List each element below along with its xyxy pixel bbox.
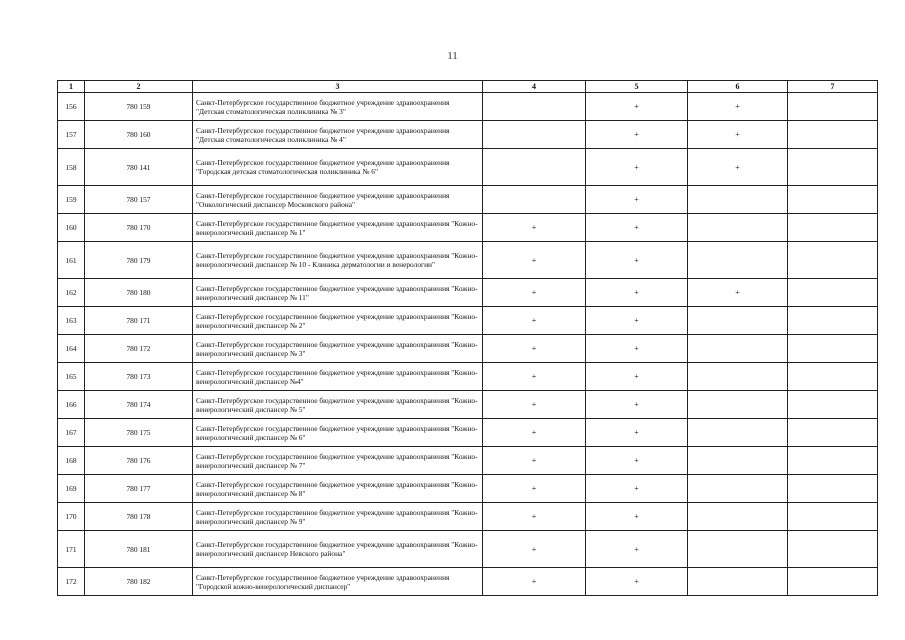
- column-5-mark-cell: +: [586, 214, 688, 242]
- organization-code-cell: 780 173: [85, 363, 193, 391]
- row-number-cell: 172: [58, 568, 85, 596]
- column-4-mark-cell: +: [483, 279, 586, 307]
- organization-code-cell: 780 157: [85, 186, 193, 214]
- column-5-mark-cell: +: [586, 307, 688, 335]
- table-row: [58, 391, 878, 419]
- row-number-cell: 167: [58, 419, 85, 447]
- column-6-mark-cell: +: [688, 121, 788, 149]
- organization-code-cell: 780 159: [85, 93, 193, 121]
- column-4-mark-cell: +: [483, 419, 586, 447]
- column-6-mark-cell: [688, 503, 788, 531]
- column-5-mark-cell: +: [586, 363, 688, 391]
- organization-code-cell: 780 176: [85, 447, 193, 475]
- column-6-mark-cell: [688, 391, 788, 419]
- row-number-cell: 162: [58, 279, 85, 307]
- organization-code-cell: 780 177: [85, 475, 193, 503]
- column-5-mark-cell: +: [586, 391, 688, 419]
- column-6-mark-cell: [688, 531, 788, 568]
- organization-code-cell: 780 170: [85, 214, 193, 242]
- organization-name-cell: Санкт-Петербургское государственное бюджетное учреждение здравоохранения "Детская стоматологическая поликлиника № 3": [193, 93, 483, 121]
- column-5-mark-cell: +: [586, 419, 688, 447]
- organization-name-cell: Санкт-Петербургское государственное бюджетное учреждение здравоохранения "Кожно-венерологический диспансер Невского района": [193, 531, 483, 568]
- organization-name-cell: Санкт-Петербургское государственное бюджетное учреждение здравоохранения "Кожно-венерологический диспансер № 3": [193, 335, 483, 363]
- organization-name-cell: Санкт-Петербургское государственное бюджетное учреждение здравоохранения "Кожно-венерологический диспансер № 9": [193, 503, 483, 531]
- column-4-mark-cell: +: [483, 447, 586, 475]
- column-6-mark-cell: [688, 186, 788, 214]
- column-header: 3: [193, 81, 483, 93]
- column-6-mark-cell: [688, 363, 788, 391]
- column-5-mark-cell: +: [586, 279, 688, 307]
- column-5-mark-cell: +: [586, 503, 688, 531]
- organization-name-cell: Санкт-Петербургское государственное бюджетное учреждение здравоохранения "Кожно-венерологический диспансер № 10 - Клиника дерматологии и венерологии": [193, 242, 483, 279]
- organization-name-cell: Санкт-Петербургское государственное бюджетное учреждение здравоохранения "Онкологический диспансер Московского района": [193, 186, 483, 214]
- table-row: [58, 363, 878, 391]
- organization-name-cell: Санкт-Петербургское государственное бюджетное учреждение здравоохранения "Кожно-венерологический диспансер № 8": [193, 475, 483, 503]
- table-row: [58, 93, 878, 121]
- column-4-mark-cell: [483, 149, 586, 186]
- column-6-mark-cell: [688, 307, 788, 335]
- column-4-mark-cell: +: [483, 568, 586, 596]
- row-number-cell: 163: [58, 307, 85, 335]
- organization-code-cell: 780 179: [85, 242, 193, 279]
- column-4-mark-cell: [483, 93, 586, 121]
- row-number-cell: 170: [58, 503, 85, 531]
- column-7-mark-cell: [788, 121, 878, 149]
- column-6-mark-cell: [688, 475, 788, 503]
- table-row: [58, 568, 878, 596]
- organization-name-cell: Санкт-Петербургское государственное бюджетное учреждение здравоохранения "Кожно-венерологический диспансер № 6": [193, 419, 483, 447]
- table-row: [58, 307, 878, 335]
- column-4-mark-cell: +: [483, 242, 586, 279]
- column-7-mark-cell: [788, 149, 878, 186]
- column-header: 7: [788, 81, 878, 93]
- row-number-cell: 165: [58, 363, 85, 391]
- column-4-mark-cell: [483, 121, 586, 149]
- column-6-mark-cell: [688, 214, 788, 242]
- table-row: [58, 214, 878, 242]
- organization-name-cell: Санкт-Петербургское государственное бюджетное учреждение здравоохранения "Кожно-венерологический диспансер №4": [193, 363, 483, 391]
- column-6-mark-cell: +: [688, 279, 788, 307]
- row-number-cell: 160: [58, 214, 85, 242]
- organization-name-cell: Санкт-Петербургское государственное бюджетное учреждение здравоохранения "Городская детская стоматологическая поликлиника № 6": [193, 149, 483, 186]
- table-row: [58, 447, 878, 475]
- row-number-cell: 166: [58, 391, 85, 419]
- column-header: 2: [85, 81, 193, 93]
- column-7-mark-cell: [788, 93, 878, 121]
- row-number-cell: 168: [58, 447, 85, 475]
- column-7-mark-cell: [788, 531, 878, 568]
- column-header: 5: [586, 81, 688, 93]
- row-number-cell: 157: [58, 121, 85, 149]
- column-7-mark-cell: [788, 503, 878, 531]
- table-row: [58, 503, 878, 531]
- column-5-mark-cell: +: [586, 149, 688, 186]
- column-5-mark-cell: +: [586, 93, 688, 121]
- row-number-cell: 156: [58, 93, 85, 121]
- column-4-mark-cell: +: [483, 363, 586, 391]
- column-4-mark-cell: +: [483, 307, 586, 335]
- column-header: 6: [688, 81, 788, 93]
- organization-code-cell: 780 178: [85, 503, 193, 531]
- column-4-mark-cell: +: [483, 531, 586, 568]
- column-7-mark-cell: [788, 307, 878, 335]
- column-5-mark-cell: +: [586, 335, 688, 363]
- organization-name-cell: Санкт-Петербургское государственное бюджетное учреждение здравоохранения "Кожно-венерологический диспансер № 11": [193, 279, 483, 307]
- table-header-row: [58, 81, 878, 93]
- column-6-mark-cell: +: [688, 93, 788, 121]
- column-7-mark-cell: [788, 447, 878, 475]
- column-6-mark-cell: [688, 242, 788, 279]
- table-row: [58, 149, 878, 186]
- registry-table: [57, 80, 878, 596]
- column-7-mark-cell: [788, 186, 878, 214]
- column-6-mark-cell: [688, 419, 788, 447]
- column-6-mark-cell: [688, 335, 788, 363]
- organization-name-cell: Санкт-Петербургское государственное бюджетное учреждение здравоохранения "Кожно-венерологический диспансер № 5": [193, 391, 483, 419]
- table-body: [58, 93, 878, 596]
- column-4-mark-cell: +: [483, 503, 586, 531]
- organization-code-cell: 780 171: [85, 307, 193, 335]
- column-6-mark-cell: +: [688, 149, 788, 186]
- organization-code-cell: 780 181: [85, 531, 193, 568]
- organization-name-cell: Санкт-Петербургское государственное бюджетное учреждение здравоохранения "Детская стоматологическая поликлиника № 4": [193, 121, 483, 149]
- organization-code-cell: 780 175: [85, 419, 193, 447]
- column-6-mark-cell: [688, 447, 788, 475]
- table-row: [58, 186, 878, 214]
- column-7-mark-cell: [788, 279, 878, 307]
- column-7-mark-cell: [788, 419, 878, 447]
- organization-name-cell: Санкт-Петербургское государственное бюджетное учреждение здравоохранения "Кожно-венерологический диспансер № 1": [193, 214, 483, 242]
- column-4-mark-cell: [483, 186, 586, 214]
- column-7-mark-cell: [788, 335, 878, 363]
- page-number: 11: [447, 50, 458, 62]
- organization-name-cell: Санкт-Петербургское государственное бюджетное учреждение здравоохранения "Кожно-венерологический диспансер № 2": [193, 307, 483, 335]
- column-7-mark-cell: [788, 214, 878, 242]
- table-row: [58, 475, 878, 503]
- column-5-mark-cell: +: [586, 531, 688, 568]
- column-5-mark-cell: +: [586, 568, 688, 596]
- column-6-mark-cell: [688, 568, 788, 596]
- column-4-mark-cell: +: [483, 214, 586, 242]
- column-5-mark-cell: +: [586, 121, 688, 149]
- column-header: 1: [58, 81, 85, 93]
- organization-name-cell: Санкт-Петербургское государственное бюджетное учреждение здравоохранения "Городской кожно-венерологический диспансер": [193, 568, 483, 596]
- organization-code-cell: 780 141: [85, 149, 193, 186]
- organization-code-cell: 780 180: [85, 279, 193, 307]
- column-header: 4: [483, 81, 586, 93]
- column-7-mark-cell: [788, 475, 878, 503]
- column-7-mark-cell: [788, 363, 878, 391]
- column-4-mark-cell: +: [483, 335, 586, 363]
- column-5-mark-cell: +: [586, 475, 688, 503]
- column-5-mark-cell: +: [586, 447, 688, 475]
- row-number-cell: 158: [58, 149, 85, 186]
- column-4-mark-cell: +: [483, 391, 586, 419]
- organization-code-cell: 780 182: [85, 568, 193, 596]
- table-row: [58, 419, 878, 447]
- column-5-mark-cell: +: [586, 242, 688, 279]
- organization-code-cell: 780 174: [85, 391, 193, 419]
- table-row: [58, 531, 878, 568]
- table-row: [58, 121, 878, 149]
- column-7-mark-cell: [788, 242, 878, 279]
- row-number-cell: 161: [58, 242, 85, 279]
- column-7-mark-cell: [788, 391, 878, 419]
- row-number-cell: 171: [58, 531, 85, 568]
- row-number-cell: 159: [58, 186, 85, 214]
- organization-code-cell: 780 172: [85, 335, 193, 363]
- table-row: [58, 335, 878, 363]
- table-row: [58, 279, 878, 307]
- row-number-cell: 169: [58, 475, 85, 503]
- column-7-mark-cell: [788, 568, 878, 596]
- column-4-mark-cell: +: [483, 475, 586, 503]
- row-number-cell: 164: [58, 335, 85, 363]
- table-row: [58, 242, 878, 279]
- organization-code-cell: 780 160: [85, 121, 193, 149]
- column-5-mark-cell: +: [586, 186, 688, 214]
- organization-name-cell: Санкт-Петербургское государственное бюджетное учреждение здравоохранения "Кожно-венерологический диспансер № 7": [193, 447, 483, 475]
